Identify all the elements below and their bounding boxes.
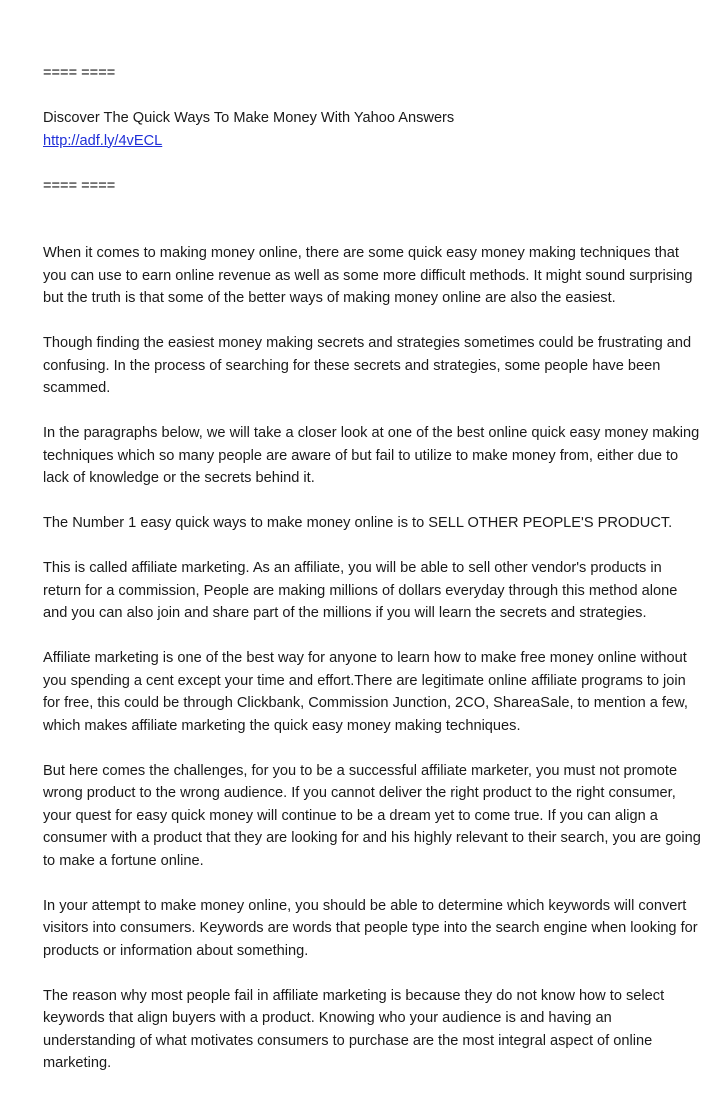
article-link[interactable]: http://adf.ly/4vECL	[43, 132, 163, 149]
paragraph: In the paragraphs below, we will take a closer look at one of the best online quick easy money making techniques which so many people are aware of but fail to utilize to make money from, either due to lack of knowledge or the secrets behind it.	[43, 425, 700, 486]
paragraph: This is called affiliate marketing. As an affiliate, you will be able to sell other vendor's products in return for a commission, People are making millions of dollars everyday through this method alone and you can also join and share part of the millions if you will learn the secrets and strategies.	[43, 560, 678, 621]
paragraph: The Number 1 easy quick ways to make money online is to SELL OTHER PEOPLE'S PRODUCT.	[43, 515, 673, 531]
paragraph: The reason why most people fail in affiliate marketing is because they do not know how to select keywords that align buyers with a product. Knowing who your audience is and having an understanding of what motivates consumers to purchase are the most integral aspect of online marketing.	[43, 987, 665, 1071]
separator-bottom: ==== ====	[43, 177, 116, 194]
paragraph: When it comes to making money online, there are some quick easy money making techniques that you can use to earn online revenue as well as some more difficult methods. It might sound surprising but the truth is that some of the better ways of making money online are also the easiest.	[43, 245, 693, 306]
paragraph: Though finding the easiest money making secrets and strategies sometimes could be frustrating and confusing. In the process of searching for these secrets and strategies, some people have been scammed.	[43, 335, 692, 396]
paragraph: In your attempt to make money online, you should be able to determine which keywords will convert visitors into consumers. Keywords are words that people type into the search engine when looking for products or information about something.	[43, 897, 698, 959]
paragraph: But here comes the challenges, for you to be a successful affiliate marketer, you must not promote wrong product to the wrong audience. If you cannot deliver the right product to the right consumer, your quest for easy quick money will continue to be a dream yet to come true. If you can align a consumer with a product that they are looking for and his highly relevant to their search, you are going to make a fortune online.	[43, 762, 701, 869]
article-title: Discover The Quick Ways To Make Money With Yahoo Answers	[43, 110, 455, 126]
paragraph: Affiliate marketing is one of the best way for anyone to learn how to make free money online without you spending a cent except your time and effort.There are legitimate online affiliate programs to join for free, this could be through Clickbank, Commission Junction, 2CO, ShareaSale, to mention a few, which makes affiliate marketing the quick easy money making techniques.	[43, 650, 688, 734]
document-page	[43, 62, 703, 1097]
separator-top: ==== ====	[43, 65, 116, 81]
